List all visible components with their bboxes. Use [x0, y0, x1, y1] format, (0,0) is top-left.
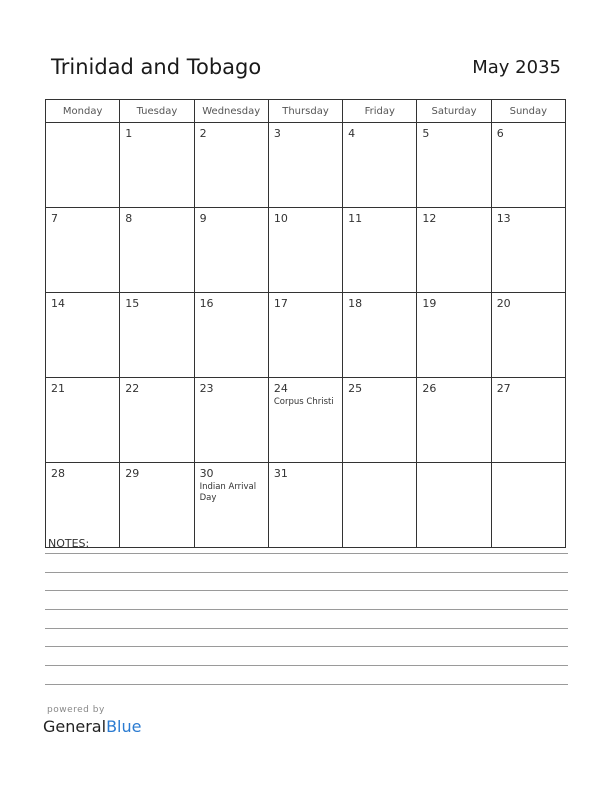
day-number: 7 — [51, 212, 58, 225]
day-cell — [120, 463, 194, 548]
note-line — [45, 646, 568, 647]
day-number: 13 — [496, 212, 511, 225]
logo-general-text: General — [43, 717, 107, 736]
day-cell — [120, 293, 194, 378]
day-number: 4 — [348, 127, 356, 140]
day-cell — [491, 378, 565, 463]
day-cell — [417, 208, 491, 293]
calendar-grid — [45, 99, 566, 548]
day-number: 18 — [348, 297, 363, 310]
logo-blue-text: Blue — [106, 717, 142, 736]
day-cell — [46, 293, 120, 378]
day-number: 22 — [125, 382, 140, 395]
day-cell — [194, 463, 268, 548]
day-cell — [46, 208, 120, 293]
calendar-country-title: Trinidad and Tobago — [51, 55, 262, 79]
empty-day-cell — [491, 463, 565, 548]
day-cell — [343, 293, 417, 378]
day-number: 23 — [199, 382, 214, 395]
day-cell — [268, 123, 342, 208]
day-cell — [343, 208, 417, 293]
day-number: 14 — [51, 297, 65, 310]
week-row — [46, 293, 566, 378]
calendar-month-title: May 2035 — [472, 57, 561, 78]
day-number: 25 — [348, 382, 363, 395]
empty-day-cell — [343, 463, 417, 548]
day-cell — [268, 208, 342, 293]
day-cell — [491, 293, 565, 378]
day-cell — [343, 378, 417, 463]
week-row — [46, 378, 566, 463]
note-line — [45, 609, 568, 610]
day-cell — [491, 208, 565, 293]
note-line — [45, 590, 568, 591]
day-cell — [194, 208, 268, 293]
day-number: 1 — [125, 127, 133, 140]
day-cell — [194, 123, 268, 208]
day-number: 24 — [273, 382, 288, 395]
empty-day-cell — [46, 123, 120, 208]
day-cell — [268, 378, 342, 463]
weekday-header-row — [46, 100, 566, 123]
note-line — [45, 684, 568, 685]
note-line — [45, 628, 568, 629]
weekday-saturday: Saturday — [417, 100, 491, 123]
day-cell — [417, 123, 491, 208]
day-cell — [120, 378, 194, 463]
note-line — [45, 665, 568, 666]
day-number: 28 — [51, 467, 65, 480]
weekday-thursday: Thursday — [268, 100, 342, 123]
day-number: 15 — [125, 297, 140, 310]
day-number: 11 — [348, 212, 363, 225]
day-cell — [46, 378, 120, 463]
day-number: 17 — [273, 297, 288, 310]
day-cell — [343, 123, 417, 208]
day-number: 20 — [496, 297, 511, 310]
weekday-monday: Monday — [46, 100, 120, 123]
day-number: 2 — [199, 127, 207, 140]
notes-label: NOTES: — [48, 537, 90, 550]
empty-day-cell — [417, 463, 491, 548]
week-row — [46, 123, 566, 208]
day-cell — [194, 293, 268, 378]
weekday-tuesday: Tuesday — [120, 100, 194, 123]
holiday-label: Indian Arrival Day — [199, 482, 257, 503]
day-number: 6 — [496, 127, 504, 140]
generalblue-logo — [43, 717, 141, 736]
day-number: 5 — [422, 127, 430, 140]
day-number: 31 — [273, 467, 288, 480]
powered-by-text: powered by — [47, 705, 105, 715]
holiday-label: Corpus Christi — [273, 397, 334, 407]
day-number: 16 — [199, 297, 214, 310]
day-number: 9 — [199, 212, 207, 225]
day-cell — [268, 293, 342, 378]
weekday-wednesday: Wednesday — [194, 100, 268, 123]
week-row — [46, 208, 566, 293]
day-number: 19 — [422, 297, 437, 310]
day-number: 26 — [422, 382, 437, 395]
day-number: 10 — [273, 212, 288, 225]
day-cell — [491, 123, 565, 208]
day-cell — [417, 293, 491, 378]
day-number: 30 — [199, 467, 214, 480]
day-cell — [120, 208, 194, 293]
weekday-friday: Friday — [343, 100, 417, 123]
day-cell — [417, 378, 491, 463]
weekday-sunday: Sunday — [491, 100, 565, 123]
day-number: 8 — [125, 212, 133, 225]
day-cell — [268, 463, 342, 548]
day-number: 3 — [273, 127, 281, 140]
week-row — [46, 463, 566, 548]
day-cell — [120, 123, 194, 208]
note-line — [45, 572, 568, 573]
day-number: 29 — [125, 467, 140, 480]
day-number: 27 — [496, 382, 511, 395]
note-line — [45, 553, 568, 554]
day-number: 12 — [422, 212, 437, 225]
day-cell — [46, 463, 120, 548]
day-cell — [194, 378, 268, 463]
day-number: 21 — [51, 382, 65, 395]
